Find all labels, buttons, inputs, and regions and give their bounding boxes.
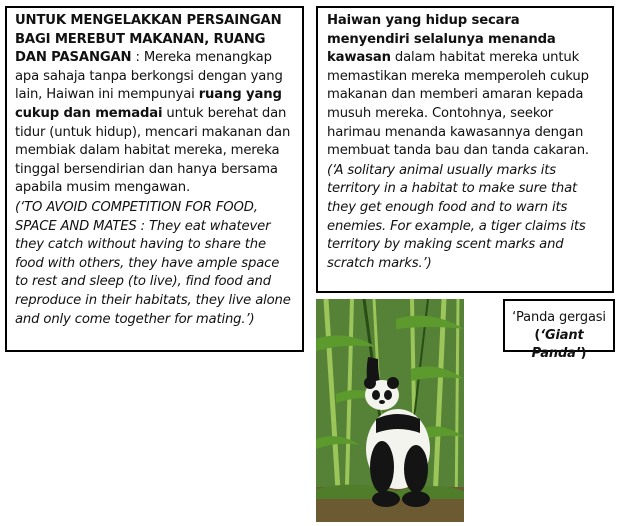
competition-text-box [5,6,304,352]
right-malay-paragraph [327,12,604,161]
left-body-part-2: untuk berehat dan tidur (untuk hidup), mencari makanan dan membiak dalam habitat mereka, mereka tinggal bersendirian dan hanya bersama apabila musim mengawan. [15,105,291,196]
left-malay-paragraph [15,12,294,198]
photo-caption-box [503,299,615,361]
caption-english: ‘Giant Panda’ [531,328,584,361]
left-heading: UNTUK MENGELAKKAN PERSAINGAN BAGI MEREBUT MAKANAN, RUANG DAN PASANGAN [15,13,282,66]
giant-panda-photo [316,299,464,522]
right-english-translation: (‘A solitary animal usually marks its territory in a habitat to make sure that they get enough food and to warn its enemies. For example, a tiger claims its territory by making scent marks and scratch marks.’) [327,162,586,271]
territory-text-box [316,6,614,293]
caption-open-paren: ( [534,328,541,343]
caption-malay: ‘Panda gergasi [512,310,606,325]
left-body-part-1: : Mereka menangkap apa sahaja tanpa berkongsi dengan yang lain, Haiwan ini mempunyai [15,50,283,103]
caption-close-paren: ) [580,346,587,361]
caption-english-line [509,327,609,363]
left-bold-phrase: ruang yang cukup dan memadai [15,87,282,121]
right-bold-lead: Haiwan yang hidup secara menyendiri selalunya menanda kawasan [327,13,556,66]
right-body: dalam habitat mereka untuk memastikan mereka memperoleh cukup makanan dan memberi amaran kepada musuh mereka. Contohnya, seekor harimau menanda kawasannya dengan membuat tanda bau dan tanda cakaran. [327,50,589,159]
left-english-translation: (‘TO AVOID COMPETITION FOR FOOD, SPACE AND MATES : They eat whatever they catch without having to share the food with others, they have ample space to rest and sleep (to live), find food and reproduce in their habitats, they live alone and only come together for mating.’) [15,199,291,327]
